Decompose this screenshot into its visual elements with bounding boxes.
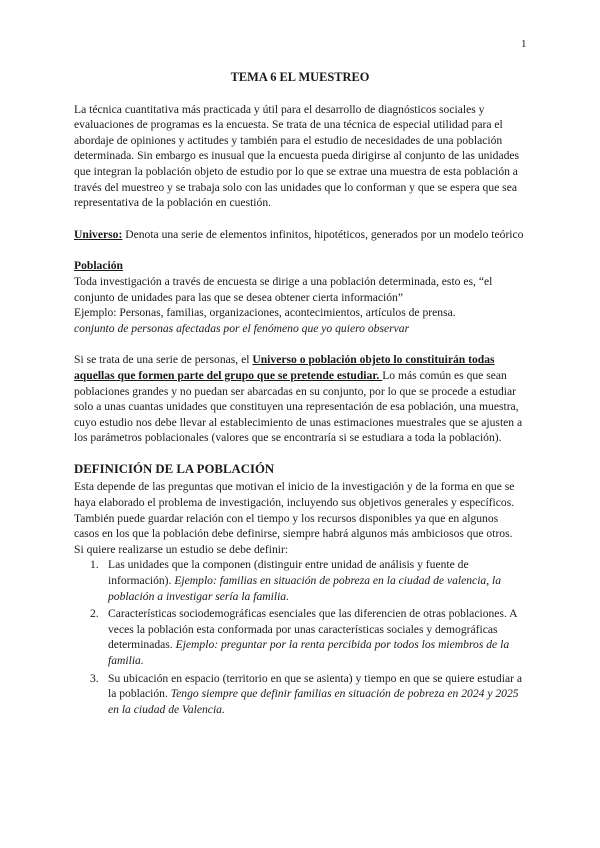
poblacion-note: conjunto de personas afectadas por el fenómeno que yo quiero observar [74,321,410,335]
poblacion-example: Ejemplo: Personas, familias, organizaciones, acontecimientos, artículos de prensa. [74,306,456,320]
series-paragraph [74,352,526,446]
definicion-text: Esta depende de las preguntas que motivan el inicio de la investigación y de la forma en que se haya elaborado el problema de investigación, incluyendo sus objetivos generales y específicos. También puede guardar relación con el tiempo y los recursos disponibles ya que en algunos casos en los que la población debe definirse, siempre habrá algunos más ambiciosos que otros. [74,480,515,541]
list-item-number: 3. [90,671,99,685]
poblacion-line-1: Toda investigación a través de encuesta se dirige a una población determinada, esto es, “el conjunto de unidades para las que se desea obtener cierta información” [74,274,493,304]
poblacion-heading: Población [74,259,123,273]
list-item-example: Ejemplo: preguntar por la renta percibida por todos los miembros de la familia. [108,638,510,667]
definicion-heading: DEFINICIÓN DE LA POBLACIÓN [74,461,275,476]
list-item-text: Características sociodemográficas esenciales que las diferencien de otras poblaciones. A veces la población esta conformada por unas características sociales y demográficas determinadas. [108,607,517,652]
list-item-example: Tengo siempre que definir familias en situación de pobreza en 2024 y 2025 en la ciudad de Valencia. [108,687,519,716]
list-item-text: Su ubicación en espacio (territorio en que se asienta) y tiempo en que se quiere estudiar a la población. [108,671,523,701]
list-item-example: Ejemplo: familias en situación de pobreza en la ciudad de valencia, la población a investigar sería la familia. [108,574,502,603]
list-item [74,671,526,718]
intro-paragraph: La técnica cuantitativa más practicada y útil para el desarrollo de diagnósticos sociales y evaluaciones de programas es la encuesta. Se trata de una técnica de especial utilidad para el abordaje de opiniones y actitudes y también para el estudio de necesidades de una población determinada. Sin embargo es inusual que la encuesta pueda dirigirse al conjunto de las unidades que integran la población objeto de estudio por lo que se extrae una muestra de esta población a través del muestreo y se trabaja solo con las unidades que lo conforman y que se espera que sea representativa de la población en cuestión. [74,102,520,210]
definicion-list-intro: Si quiere realizarse un estudio se debe definir: [74,542,289,556]
list-item-text: Las unidades que la componen (distinguir entre unidad de análisis y fuente de información). [108,558,469,588]
list-item-number: 2. [90,607,99,621]
definicion-list [74,557,526,717]
series-highlight: Universo o población objeto lo constituirán todas aquellas que formen parte del grupo que se pretende estudiar. [74,353,495,382]
list-item-number: 1. [90,558,99,572]
page-number: 1 [521,38,527,50]
list-item [74,557,526,604]
universo-definition [74,227,526,243]
universo-text: Denota una serie de elementos infinitos, hipotéticos, generados por un modelo teórico [122,227,524,241]
series-pre: Si se trata de una serie de personas, el [74,353,253,367]
document-body [74,70,526,719]
series-post: Lo más común es que sean poblaciones grandes y no puedan ser abarcadas en su conjunto, por lo que se procede a estudiar solo a unas cuantas unidades que constituyen una representación de esa población, una muestra, cuyo estudio nos debe llevar al establecimiento de unas estimaciones muestrales que se ajusten a los parámetros poblacionales (valores que se encontraría si se estudiara a toda la población). [74,368,523,445]
list-item [74,606,526,668]
document-title: TEMA 6 EL MUESTREO [230,70,370,84]
universo-label: Universo: [74,227,123,241]
